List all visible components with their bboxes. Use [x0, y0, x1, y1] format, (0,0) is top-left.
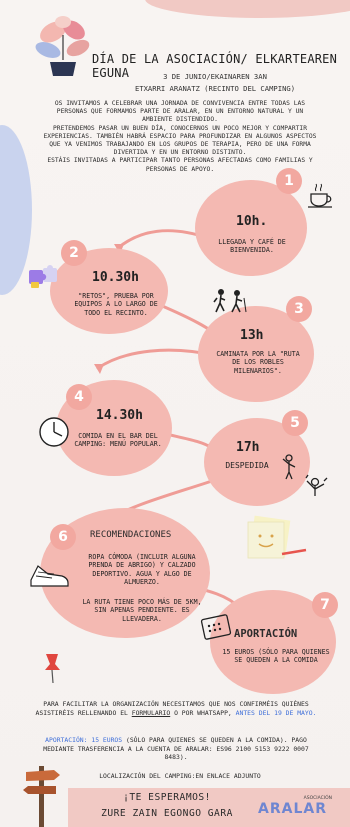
- step-4-time: 14.30h: [96, 408, 143, 423]
- footer-confirm-part1: PARA FACILITAR LA ORGANIZACIÓN NECESITAMOS QUE NOS CONFIRMÉIS QUIÉNES ASISTIRÉIS RELLENANDO EL: [35, 700, 309, 717]
- event-date: 3 DE JUNIO/EKAINAREN 3AN: [163, 72, 267, 81]
- intro-paragraph-1: OS INVITAMOS A CELEBRAR UNA JORNADA DE CONVIVENCIA ENTRE TODAS LAS PERSONAS QUE FORMAMOS PARTE DE ARALAR, EN UN ENTORNO NATURAL Y UN AMBIENTE DISTENDIDO.: [54, 100, 306, 124]
- step-7-description: 15 EUROS (SÓLO PARA QUIENES SE QUEDEN A LA COMIDA: [222, 648, 330, 665]
- step-1-number: 1: [276, 168, 302, 194]
- step-1-description: LLEGADA Y CAFÉ DE BIENVENIDA.: [218, 238, 286, 255]
- step-5-number: 5: [282, 410, 308, 436]
- calculator-icon: [200, 614, 232, 640]
- step-2-number: 2: [61, 240, 87, 266]
- pushpin-icon: [42, 650, 64, 684]
- footer-confirm-part2: O POR WHATSAPP,: [170, 708, 236, 717]
- step-3-time: 13h: [240, 328, 264, 343]
- puzzle-icon: [26, 262, 64, 292]
- pen-icon: [280, 548, 310, 558]
- page-title: DÍA DE LA ASOCIACIÓN/ ELKARTEAREN EGUNA: [92, 52, 338, 80]
- logo-wordmark: ARALAR: [258, 801, 327, 817]
- step-7-number: 7: [312, 592, 338, 618]
- step-2-time: 10.30h: [92, 270, 139, 285]
- hikers-icon: [212, 288, 250, 314]
- sneakers-icon: [28, 558, 74, 592]
- footer-location-text: LOCALIZACIÓN DEL CAMPING:EN ENLACE ADJUNTO: [99, 772, 261, 780]
- deadline-text: ANTES DEL 19 DE MAYO.: [235, 708, 317, 717]
- step-5-time: 17h: [236, 440, 260, 455]
- goodbye-spanish: ¡TE ESPERAMOS!: [123, 792, 211, 803]
- step-3-description: CAMINATA POR LA "RUTA DE LOS ROBLES MILENARIOS".: [216, 350, 300, 375]
- step-2-description: "RETOS", PRUEBA POR EQUIPOS A LO LARGO DE TODO EL RECINTO.: [74, 292, 158, 317]
- step-6-description-1: ROPA CÓMODA (INCLUIR ALGUNA PRENDA DE ABRIGO) Y CALZADO DEPORTIVO. AGUA Y ALGO DE ALMUERZO.: [88, 553, 196, 587]
- footer-confirmation-text: [30, 700, 322, 717]
- payment-label: APORTACIÓN: 15 EUROS: [45, 736, 123, 744]
- step-6-number: 6: [50, 524, 76, 550]
- coffee-cup-icon: [306, 180, 336, 210]
- step-3-number: 3: [286, 296, 312, 322]
- signpost-icon: [20, 760, 64, 827]
- event-location: ETXARRI ARANATZ (RECINTO DEL CAMPING): [134, 84, 296, 93]
- step-5-description: DESPEDIDA: [225, 461, 269, 470]
- step-6-description-2: LA RUTA TIENE POCO MÁS DE 5KM, SIN APENAS PENDIENTE. ES LLEVADERA.: [82, 598, 202, 623]
- step-7-title: APORTACIÓN: [234, 628, 298, 640]
- goodbye-basque: ZURE ZAIN EGONGO GARA: [101, 808, 233, 819]
- payment-details: (SÓLO PARA QUIENES SE QUEDEN A LA COMIDA). PAGO MEDIANTE TRASFERENCIA A LA CUENTA DE ARALAR: ES96 2100 5153 9222 0007 8483).: [43, 736, 309, 762]
- intro-paragraph-3: ESTÁIS INVITADAS A PARTICIPAR TANTO PERSONAS AFECTADAS COMO FAMILIAS Y PERSONAS DE APOYO.: [47, 157, 313, 173]
- aralar-logo: [258, 796, 338, 820]
- waving-person-icon-2: [302, 472, 332, 502]
- form-link[interactable]: FORMULARIO: [131, 708, 171, 717]
- intro-paragraph-2: PRETENDEMOS PASAR UN BUEN DÍA, CONOCERNOS UN POCO MEJOR Y COMPARTIR EXPERIENCIAS. TAMBIÉN HABRÁ ESPACIO PARA PROFUNDIZAR EN ALGUNOS ASPECTOS QUE YA VENIMOS TRABAJANDO EN LOS GRUPOS DE TERAPIA, PERO DE UNA FORMA DIVERTIDA Y EN UN ENTORNO DISTINTO.: [43, 124, 317, 157]
- step-6-title: RECOMENDACIONES: [90, 530, 172, 540]
- footer-payment-text: [30, 736, 322, 762]
- waving-person-icon: [280, 454, 298, 480]
- step-4-number: 4: [66, 384, 92, 410]
- step-1-time: 10h.: [236, 214, 268, 229]
- step-4-description: COMIDA EN EL BAR DEL CAMPING: MENÚ POPULAR.: [74, 432, 162, 449]
- logo-small-text: ASOCIACIÓN: [303, 796, 332, 801]
- clock-icon: [36, 414, 74, 450]
